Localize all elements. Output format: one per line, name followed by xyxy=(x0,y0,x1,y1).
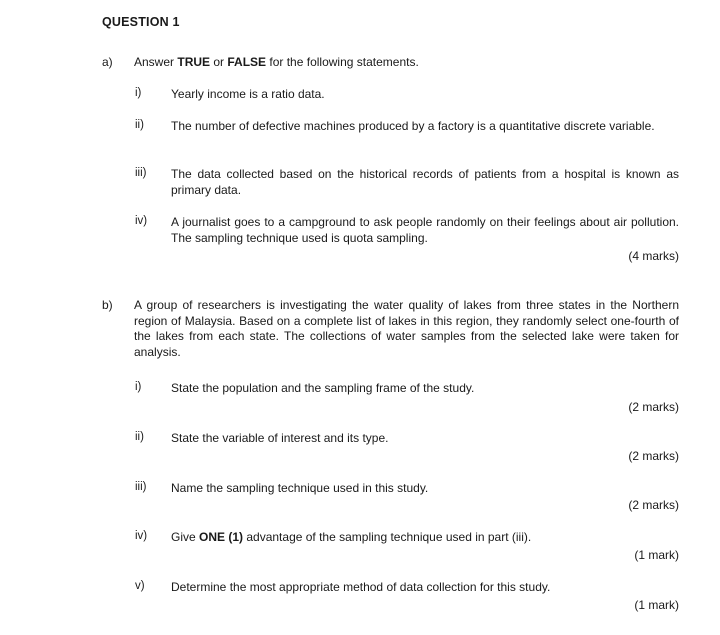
part-b-item-4-text: Give ONE (1) advantage of the sampling technique used in part (iii). xyxy=(171,530,532,544)
part-b-item-5-text: Determine the most appropriate method of data collection for this study. xyxy=(171,580,551,594)
part-a-item-2-text: The number of defective machines produced by a factory is a quantitative discrete variable. xyxy=(171,119,655,133)
part-a-instruction: Answer TRUE or FALSE for the following statements. xyxy=(134,55,419,69)
question-title: QUESTION 1 xyxy=(102,15,180,29)
part-b-item-3-numeral: iii) xyxy=(135,481,147,493)
part-b-item-4-marks: (1 mark) xyxy=(634,548,679,562)
part-b-item-3-marks: (2 marks) xyxy=(628,498,679,512)
part-a-item-3-numeral: iii) xyxy=(135,167,147,179)
part-b-item-5-marks: (1 mark) xyxy=(634,598,679,612)
part-a-item-1-text: Yearly income is a ratio data. xyxy=(171,87,325,101)
part-b-item-2-text: State the variable of interest and its type. xyxy=(171,431,389,445)
part-b-item-1-text: State the population and the sampling frame of the study. xyxy=(171,381,475,395)
part-b-label: b) xyxy=(102,298,113,312)
part-a-item-1-numeral: i) xyxy=(135,87,142,99)
part-b-item-1-marks: (2 marks) xyxy=(628,400,679,414)
part-a-item-2-numeral: ii) xyxy=(135,119,144,131)
part-a-marks: (4 marks) xyxy=(628,249,679,263)
part-b-item-3-text: Name the sampling technique used in this study. xyxy=(171,481,429,495)
part-b-item-4-numeral: iv) xyxy=(135,530,148,542)
part-a-item-3-text: The data collected based on the historical records of patients from a hospital is known as primary data. xyxy=(171,167,679,197)
part-b-item-2-numeral: ii) xyxy=(135,431,144,443)
part-a-item-4-numeral: iv) xyxy=(135,215,148,227)
part-b-item-2-marks: (2 marks) xyxy=(628,449,679,463)
part-a-label: a) xyxy=(102,55,113,69)
part-b-item-5-numeral: v) xyxy=(135,580,145,592)
part-b-item-1-numeral: i) xyxy=(135,381,142,393)
part-a-item-4-text: A journalist goes to a campground to ask people randomly on their feelings about air pollution. The sampling technique used is quota sampling. xyxy=(171,215,679,245)
part-b-intro: A group of researchers is investigating the water quality of lakes from three states in the Northern region of Malaysia. Based on a complete list of lakes in this region, they randomly select one-fourth of the lakes from each state. The collections of water samples from the selected lake were taken for analysis. xyxy=(134,298,679,359)
